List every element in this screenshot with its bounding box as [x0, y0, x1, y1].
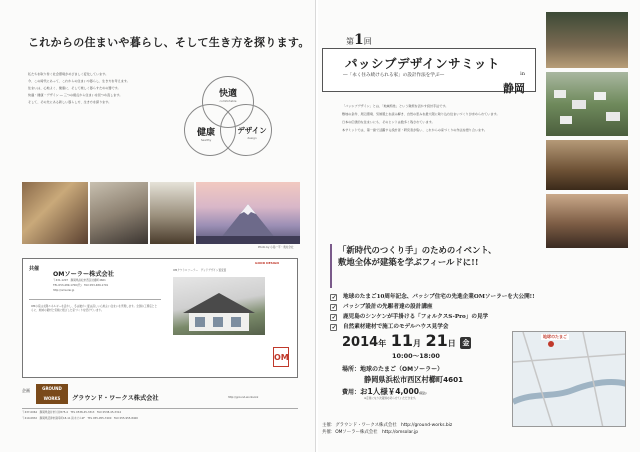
- house-drawing: [173, 277, 265, 335]
- venn-en: healthy: [200, 138, 212, 142]
- venn-en: comfortable: [219, 99, 237, 103]
- weekday-badge: 金: [462, 338, 470, 347]
- ground-works-footer: [22, 384, 298, 439]
- intro-paragraph: 私たちを取り巻く社会環境がめざましく変化しています。: [28, 72, 109, 76]
- description-paragraph: 本サミットでは、第一線で活躍する設計者・研究者が集い、これからの家づくりの作法を語り合います。: [342, 128, 488, 133]
- co-organizer-row: [322, 430, 622, 437]
- company-name: OMソーラー株式会社: [53, 271, 114, 278]
- event-title: パッシブデザインサミット: [345, 56, 500, 71]
- description-paragraph: 日本の伝統的な住まいにも、そのヒントは数多く残されています。: [342, 120, 435, 125]
- photo-stove: [150, 182, 194, 244]
- photo-interior: [90, 182, 148, 244]
- description-paragraph: 「パッシブデザイン」とは、「地域特性」という資源を活かす設計手法です。: [342, 104, 449, 108]
- company-tel-fax: TEL:053-489-1700(代) FAX:053-489-1701: [53, 284, 109, 287]
- gw-url[interactable]: http://ground-works.biz: [228, 396, 259, 399]
- description-paragraph: 敷地の条件、周辺環境、気候風土を読み解き、自然の恵みを最大限に取り込む住まいづくりが求められています。: [342, 112, 500, 117]
- venn-label-health: [180, 125, 232, 142]
- venue-row: [342, 365, 512, 374]
- edition-badge: [346, 32, 372, 48]
- badge-number: 1: [354, 32, 364, 48]
- organizer-row: [322, 423, 622, 430]
- highlight-item: [330, 292, 620, 302]
- venn-en: design: [247, 136, 257, 140]
- company-address: 〒431-1207 静岡県浜松市西区村櫛町4601: [53, 279, 106, 282]
- check-icon: [330, 314, 337, 321]
- check-icon: [330, 304, 337, 311]
- photo-living-room: [22, 182, 88, 244]
- venn-jp: デザイン: [237, 126, 267, 135]
- map-destination-label: 地球のたまご: [543, 334, 567, 339]
- company-description: OMの家は太陽エネルギーを活かし、冬は暖かく夏は涼しい心地よい住まいを実現します。全国の工務店とともに、地域の素材と気候に根ざした家づくりを続けています。: [31, 305, 157, 312]
- om-logo: OM: [273, 347, 289, 367]
- city-label: 静岡: [503, 82, 525, 95]
- fee-label: 費用：: [342, 389, 361, 396]
- organizer-url[interactable]: http://ground-works.biz: [401, 423, 453, 428]
- venn-jp: 健康: [196, 128, 215, 138]
- company-url[interactable]: http://omsolar.jp: [53, 289, 75, 292]
- event-time: 10:00～18:00: [392, 352, 440, 360]
- intro-text: [28, 72, 168, 107]
- date-day: 21: [425, 331, 448, 350]
- highlight-item: [330, 302, 620, 312]
- event-location-title: [503, 71, 525, 96]
- intro-paragraph: 今、この時代にあって、これからの住まいや暮らし、生き方を考えます。: [28, 78, 130, 83]
- venue-address: 静岡県浜松市西区村櫛町4601: [364, 375, 464, 384]
- photo-om-house: [173, 277, 265, 335]
- photo-caption: Photo by 小島一平・奥村会社: [258, 246, 294, 249]
- gw-role-label: 企画: [22, 388, 30, 393]
- site-houses: [546, 72, 628, 136]
- highlight-text: 鹿児島のシンケンが手掛ける「フォルクスS-Pro」の見学: [343, 314, 489, 320]
- fee-amount: お1人様￥4,000: [360, 387, 419, 396]
- company-role-label: 共催: [29, 266, 40, 272]
- co-organizer-label: 共催：: [322, 429, 336, 435]
- venue-name: 地球のたまご（OMソーラー）: [360, 366, 444, 373]
- venue-info: [342, 365, 512, 401]
- co-organizer-url[interactable]: http://omsolar.jp: [381, 429, 419, 435]
- event-description: [342, 104, 520, 136]
- divider: [22, 408, 298, 409]
- good-design-mark: GOOD DESIGN: [255, 261, 279, 265]
- event-callout: [330, 244, 620, 288]
- page-headline: これからの住まいや暮らし、そして生き方を探ります。: [28, 36, 310, 49]
- photo-lecture: [546, 140, 628, 190]
- intro-paragraph: 住まいは、心地よく、健康に、そして楽しく暮らすための器です。: [28, 85, 121, 90]
- organizer-label: 主催：: [322, 423, 336, 428]
- company-side-label: OMクワトロソーラー グッドデザイン賞受賞: [173, 269, 227, 272]
- organizer-footer: [322, 423, 622, 436]
- venue-label: 場所：: [342, 366, 361, 373]
- gw-name: グラウンド・ワークス株式会社: [72, 395, 159, 402]
- intro-paragraph: そして、その先にある新しい暮らし方、生き方を探ります。: [28, 99, 112, 104]
- highlight-item: [330, 312, 620, 322]
- co-organizer-name: OMソーラー株式会社: [335, 429, 378, 435]
- access-map: [512, 331, 626, 427]
- gw-logo: GROUND WORKS: [36, 384, 68, 404]
- venn-jp: 快適: [218, 89, 237, 99]
- date-year-unit: 年: [378, 339, 387, 348]
- callout-line-2: 敷地全体が建築を学ぶフィールドに!!: [338, 257, 479, 267]
- fuji-silhouette: [196, 182, 300, 244]
- photo-aerial-site: [546, 72, 628, 136]
- badge-suffix: 回: [363, 37, 372, 46]
- badge-prefix: 第: [346, 37, 354, 46]
- date-month: 11: [390, 331, 413, 350]
- map-drawing: [513, 332, 626, 427]
- date-day-unit: 日: [447, 339, 456, 348]
- highlight-text: パッシブ設計の先駆者達の設計講座: [343, 304, 433, 310]
- check-icon: [330, 324, 337, 331]
- company-box: [22, 258, 298, 378]
- photo-audience: [546, 194, 628, 248]
- event-subtitle: ―「永く住み続けられる家」の設計作法を学ぶ―: [343, 73, 445, 78]
- fee-note: (税込): [418, 392, 427, 395]
- highlights-list: [330, 292, 620, 332]
- in-label: in: [520, 71, 525, 77]
- photo-house-exterior: [546, 12, 628, 68]
- callout-line-1: 「新時代のつくり手」のためのイベント、: [338, 245, 497, 255]
- fee-small-note: ※定員になり次第締め切らせていただきます。: [364, 397, 418, 400]
- event-date: [342, 331, 471, 350]
- venn-label-design: [226, 125, 278, 140]
- photo-mount-fuji: [196, 182, 300, 244]
- gw-address-1: 〒437-0064 静岡県袋井市川井875-4 TEL 0538-45-3313 FAX 0538-45-3314: [22, 411, 122, 414]
- date-year: 2014: [342, 335, 379, 350]
- highlight-text: 自然素材建材で施工のモデルハウス見学会: [343, 324, 449, 330]
- highlight-text: 地球のたまご10周年記念、パッシブ住宅の先進企業OMソーラーを大公開!!: [343, 294, 535, 300]
- fee-row: [342, 387, 512, 397]
- intro-paragraph: 快適・健康・デザイン ― 三つの視点から住まいを見つめ直します。: [28, 92, 123, 97]
- date-month-unit: 月: [412, 339, 421, 348]
- event-title-box: [322, 48, 536, 95]
- divider: [29, 299, 161, 300]
- check-icon: [330, 294, 337, 301]
- gw-address-2: 〒410-0832 静岡県沼津市御幸町18-11 鈴木ビル2F TEL 055-955-7400 FAX 055-955-8400: [22, 417, 138, 420]
- venn-label-comfort: [202, 86, 254, 103]
- organizer-name: グラウンド・ワークス株式会社: [335, 423, 397, 428]
- left-page: [0, 0, 316, 452]
